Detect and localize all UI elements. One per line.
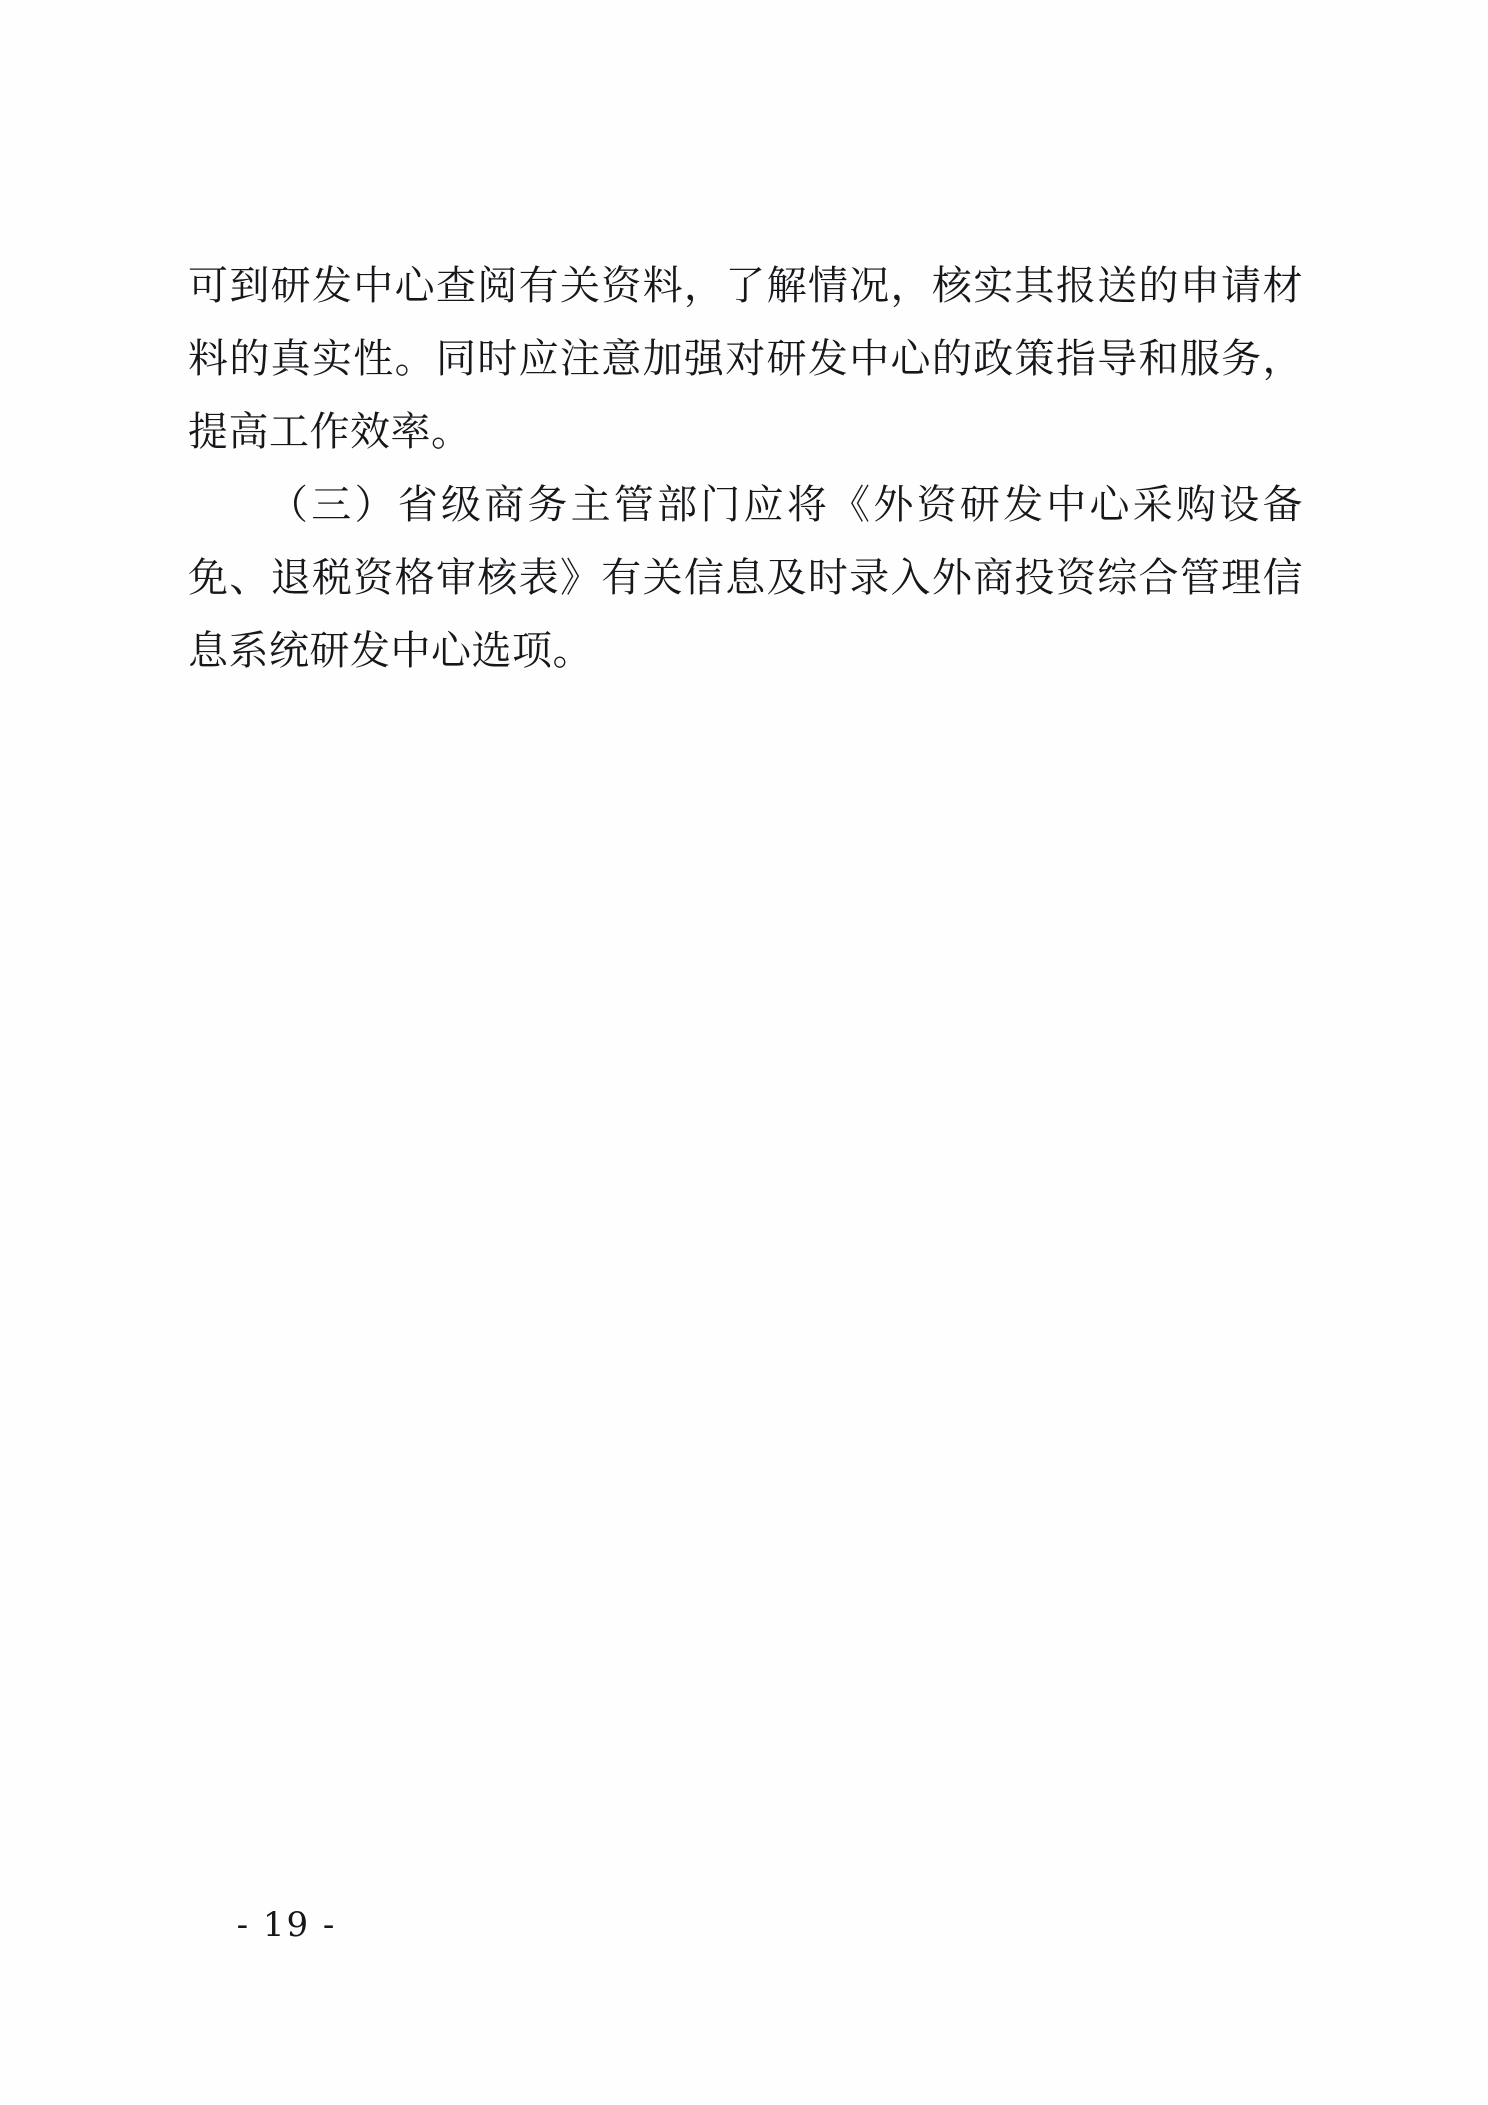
page-number: - 19 - — [236, 1905, 337, 1945]
page-footer — [0, 1905, 1488, 1945]
document-body — [188, 250, 1303, 688]
paragraph-1: 可到研发中心查阅有关资料，了解情况，核实其报送的申请材料的真实性。同时应注意加强对研发中心的政策指导和服务，提高工作效率。 — [188, 263, 1303, 455]
paragraph-2: （三）省级商务主管部门应将《外资研发中心采购设备免、退税资格审核表》有关信息及时录入外商投资综合管理信息系统研发中心选项。 — [188, 482, 1303, 674]
